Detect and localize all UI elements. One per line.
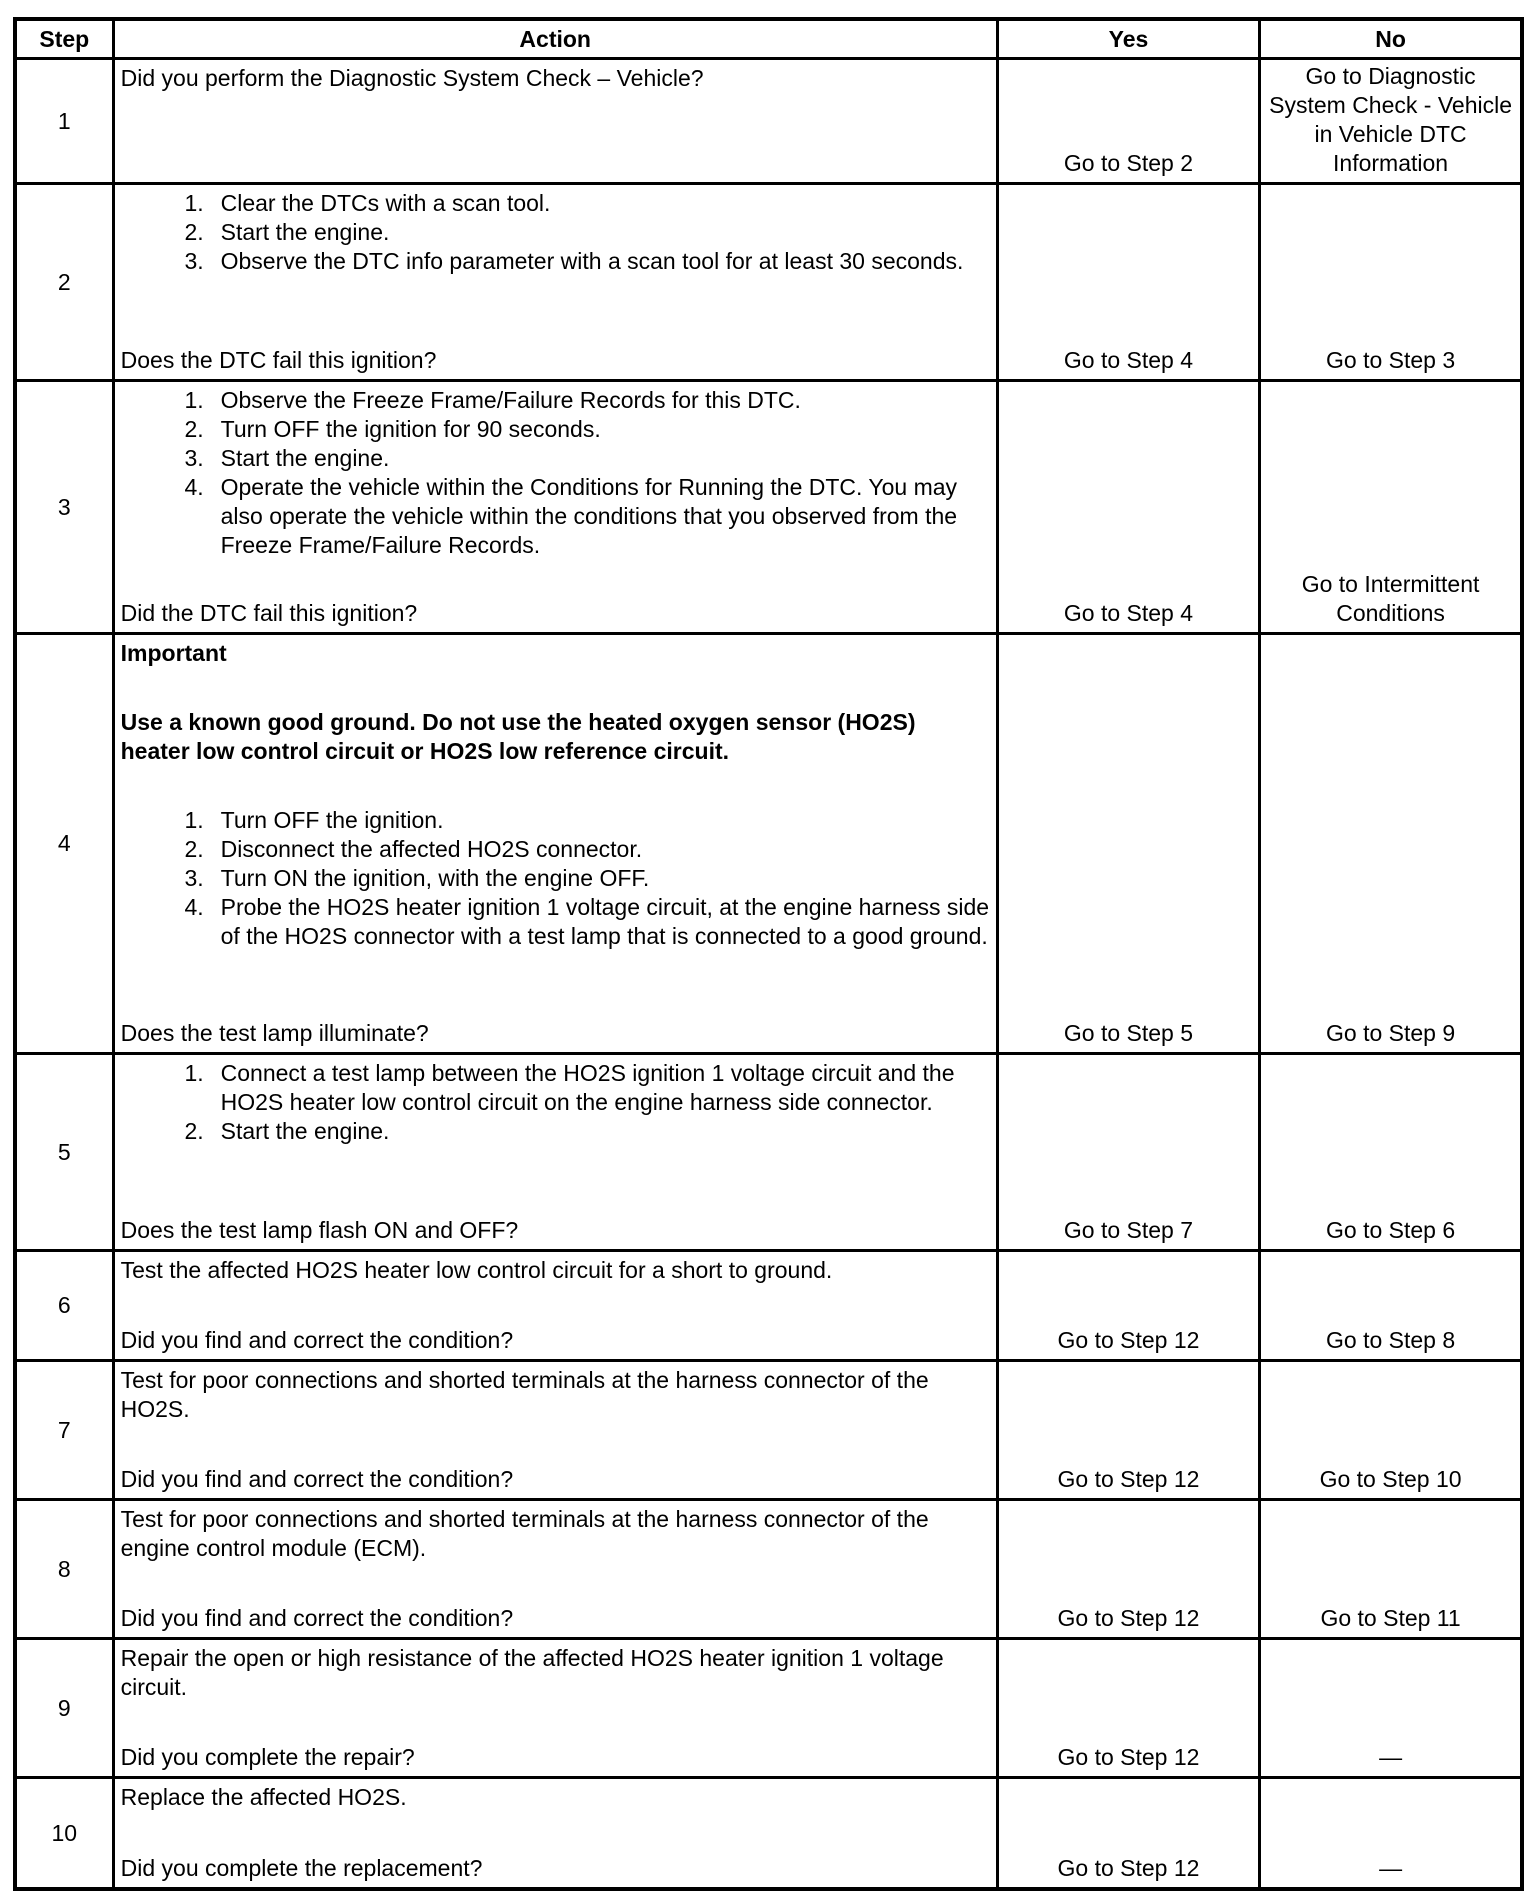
yes-action: Go to Step 12 <box>997 1361 1259 1500</box>
step-number: 1 <box>15 59 113 184</box>
action-cell <box>113 1778 997 1890</box>
action-question: Does the test lamp illuminate? <box>120 1020 429 1046</box>
list-item <box>121 189 990 218</box>
step-number: 10 <box>15 1778 113 1890</box>
yes-action: Go to Step 12 <box>997 1639 1259 1778</box>
yes-action: Go to Step 5 <box>997 634 1259 1054</box>
list-item <box>121 473 990 560</box>
list-item <box>121 386 990 415</box>
header-step: Step <box>15 19 113 59</box>
table-row <box>15 381 1522 634</box>
list-item <box>121 806 990 835</box>
important-note: Use a known good ground. Do not use the heated oxygen sensor (HO2S) heater low control circuit or HO2S low reference circuit. <box>120 709 916 764</box>
list-item-number: 4. <box>184 474 204 500</box>
diagnostic-table <box>13 17 1524 1891</box>
list-item-number: 2. <box>184 1118 204 1144</box>
action-question: Did you find and correct the condition? <box>120 1327 514 1353</box>
step-number: 4 <box>15 634 113 1054</box>
diagnostic-table-container <box>13 17 1524 1881</box>
action-cell <box>113 381 997 634</box>
list-item-text: Probe the HO2S heater ignition 1 voltage circuit, at the engine harness side of the HO2S connector with a test lamp that is connected to a good ground. <box>220 894 990 949</box>
list-item-number: 2. <box>184 836 204 862</box>
list-item <box>121 1059 990 1117</box>
list-item-text: Start the engine. <box>220 445 390 471</box>
step-number: 7 <box>15 1361 113 1500</box>
action-steps-list <box>121 1059 990 1146</box>
no-action: Go to Diagnostic System Check - Vehicle in Vehicle DTC Information <box>1260 59 1522 184</box>
table-row <box>15 1054 1522 1251</box>
step-number: 3 <box>15 381 113 634</box>
list-item-text: Clear the DTCs with a scan tool. <box>220 190 551 216</box>
list-item-number: 2. <box>184 416 204 442</box>
action-question: Did you complete the replacement? <box>120 1855 483 1881</box>
no-action: Go to Step 10 <box>1260 1361 1522 1500</box>
list-item-number: 4. <box>184 894 204 920</box>
list-item-text: Turn ON the ignition, with the engine OFF. <box>220 865 650 891</box>
no-action: — <box>1260 1639 1522 1778</box>
list-item-number: 1. <box>184 387 204 413</box>
action-question: Does the test lamp flash ON and OFF? <box>120 1217 519 1243</box>
list-item <box>121 893 990 951</box>
no-action: Go to Step 3 <box>1260 184 1522 381</box>
yes-action: Go to Step 12 <box>997 1500 1259 1639</box>
no-action: — <box>1260 1778 1522 1890</box>
list-item-text: Start the engine. <box>220 1118 390 1144</box>
table-row <box>15 184 1522 381</box>
no-action: Go to Intermittent Conditions <box>1260 381 1522 634</box>
action-steps-list <box>121 386 990 560</box>
table-row <box>15 1361 1522 1500</box>
action-question: Did you complete the repair? <box>120 1744 415 1770</box>
list-item <box>121 864 990 893</box>
action-question: Did the DTC fail this ignition? <box>120 600 418 626</box>
action-cell <box>113 184 997 381</box>
action-text: Repair the open or high resistance of the affected HO2S heater ignition 1 voltage circuit. <box>120 1645 944 1700</box>
action-text: Test for poor connections and shorted terminals at the harness connector of the engine control module (ECM). <box>120 1506 929 1561</box>
no-action: Go to Step 8 <box>1260 1251 1522 1361</box>
list-item-number: 3. <box>184 248 204 274</box>
list-item-text: Turn OFF the ignition. <box>220 807 444 833</box>
no-action: Go to Step 6 <box>1260 1054 1522 1251</box>
step-number: 6 <box>15 1251 113 1361</box>
action-question: Does the DTC fail this ignition? <box>120 347 437 373</box>
header-yes: Yes <box>997 19 1259 59</box>
yes-action: Go to Step 4 <box>997 184 1259 381</box>
list-item-number: 3. <box>184 865 204 891</box>
step-number: 5 <box>15 1054 113 1251</box>
action-question: Did you find and correct the condition? <box>120 1466 514 1492</box>
list-item <box>121 835 990 864</box>
action-text: Replace the affected HO2S. <box>120 1784 407 1810</box>
yes-action: Go to Step 12 <box>997 1778 1259 1890</box>
list-item-text: Connect a test lamp between the HO2S ignition 1 voltage circuit and the HO2S heater low control circuit on the engine harness side connector. <box>220 1060 955 1115</box>
list-item <box>121 218 990 247</box>
list-item-text: Turn OFF the ignition for 90 seconds. <box>220 416 601 442</box>
table-row <box>15 634 1522 1054</box>
table-row <box>15 1639 1522 1778</box>
list-item-number: 3. <box>184 445 204 471</box>
action-steps-list <box>121 189 990 276</box>
action-cell <box>113 1251 997 1361</box>
header-action: Action <box>113 19 997 59</box>
list-item-text: Operate the vehicle within the Conditions for Running the DTC. You may also operate the vehicle within the conditions that you observed from the Freeze Frame/Failure Records. <box>220 474 958 558</box>
important-title: Important <box>120 640 227 666</box>
action-cell <box>113 1361 997 1500</box>
table-row <box>15 59 1522 184</box>
action-steps-list <box>121 806 990 951</box>
table-row <box>15 1778 1522 1890</box>
table-row <box>15 1251 1522 1361</box>
yes-action: Go to Step 2 <box>997 59 1259 184</box>
step-number: 2 <box>15 184 113 381</box>
action-text: Test the affected HO2S heater low control circuit for a short to ground. <box>120 1257 833 1283</box>
list-item <box>121 247 990 276</box>
header-no: No <box>1260 19 1522 59</box>
list-item <box>121 1117 990 1146</box>
list-item-number: 1. <box>184 1060 204 1086</box>
header-row <box>15 19 1522 59</box>
yes-action: Go to Step 7 <box>997 1054 1259 1251</box>
action-text: Did you perform the Diagnostic System Check – Vehicle? <box>120 65 704 91</box>
action-question: Did you find and correct the condition? <box>120 1605 514 1631</box>
no-action: Go to Step 11 <box>1260 1500 1522 1639</box>
action-cell <box>113 1054 997 1251</box>
list-item-number: 1. <box>184 807 204 833</box>
no-action: Go to Step 9 <box>1260 634 1522 1054</box>
list-item <box>121 415 990 444</box>
list-item <box>121 444 990 473</box>
action-cell <box>113 1500 997 1639</box>
yes-action: Go to Step 4 <box>997 381 1259 634</box>
list-item-text: Observe the DTC info parameter with a scan tool for at least 30 seconds. <box>220 248 964 274</box>
yes-action: Go to Step 12 <box>997 1251 1259 1361</box>
action-cell <box>113 1639 997 1778</box>
step-number: 9 <box>15 1639 113 1778</box>
action-text: Test for poor connections and shorted terminals at the harness connector of the HO2S. <box>120 1367 929 1422</box>
list-item-text: Observe the Freeze Frame/Failure Records for this DTC. <box>220 387 801 413</box>
action-cell <box>113 634 997 1054</box>
table-row <box>15 1500 1522 1639</box>
step-number: 8 <box>15 1500 113 1639</box>
list-item-number: 2. <box>184 219 204 245</box>
list-item-text: Disconnect the affected HO2S connector. <box>220 836 643 862</box>
action-cell <box>113 59 997 184</box>
list-item-number: 1. <box>184 190 204 216</box>
list-item-text: Start the engine. <box>220 219 390 245</box>
